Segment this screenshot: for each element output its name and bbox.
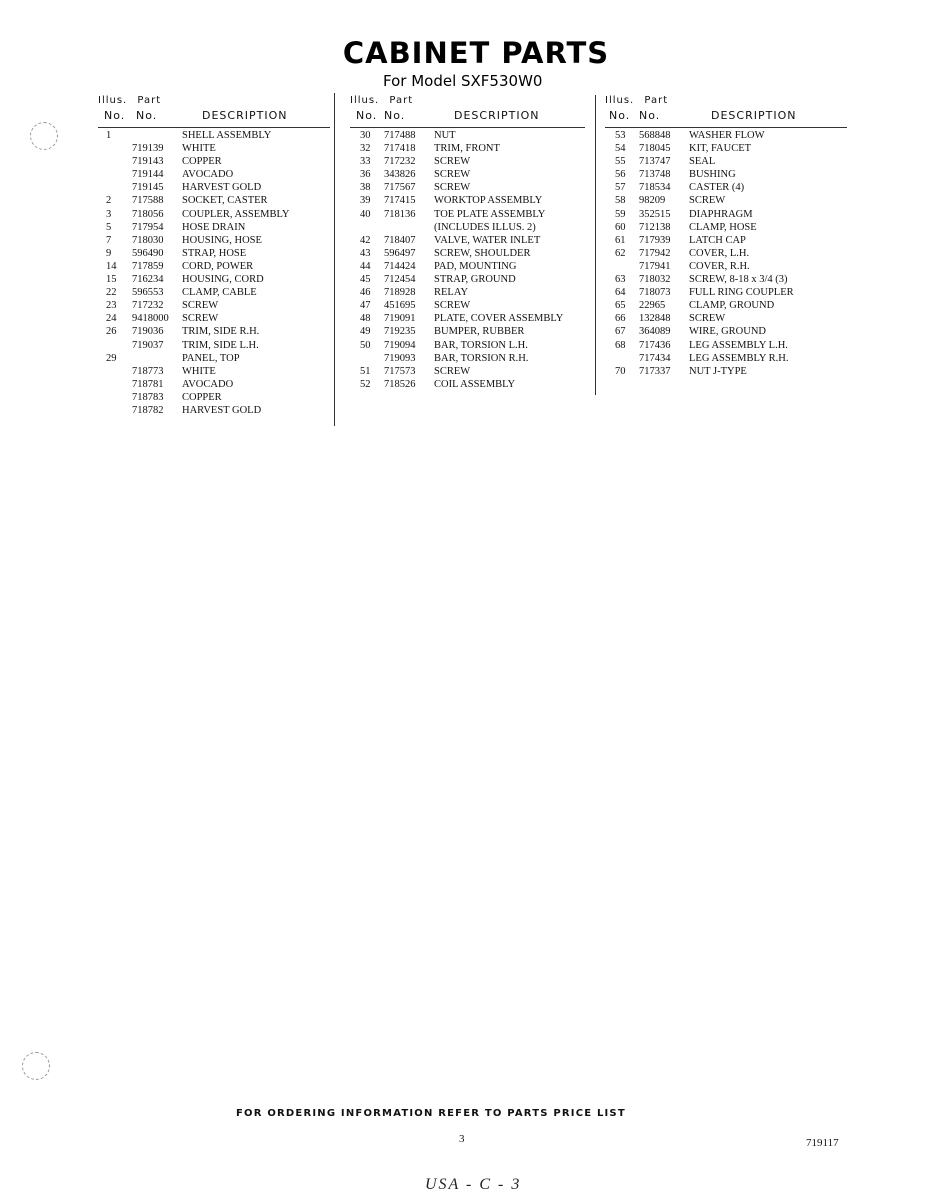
- part-number: 713748: [639, 169, 671, 181]
- parts-row: [350, 235, 585, 248]
- illus-header: Illus.: [605, 95, 635, 106]
- part-number: 719139: [132, 143, 164, 155]
- illus-number: 39: [360, 195, 371, 207]
- punch-hole: [30, 122, 58, 150]
- parts-row: [605, 274, 847, 287]
- illus-number: 56: [615, 169, 626, 181]
- part-description: SCREW: [182, 300, 219, 312]
- part-description: SCREW, SHOULDER: [434, 247, 531, 259]
- illus-number: 57: [615, 182, 626, 194]
- illus-number: 63: [615, 274, 626, 286]
- part-description: NUT: [434, 130, 456, 141]
- parts-row: [98, 313, 330, 326]
- document-number: 719117: [806, 1137, 839, 1149]
- part-number: 718032: [639, 274, 671, 286]
- part-description: CLAMP, HOSE: [689, 221, 757, 233]
- part-description: HOUSING, HOSE: [182, 234, 262, 246]
- parts-row: [605, 169, 847, 182]
- part-description: SCREW, 8-18 x 3/4 (3): [689, 274, 788, 286]
- illus-number: 1: [106, 130, 112, 141]
- part-number: 352515: [639, 208, 671, 220]
- parts-row: [350, 248, 585, 261]
- part-description: WHITE: [182, 143, 216, 155]
- parts-row: [98, 300, 330, 313]
- part-number: 717573: [384, 365, 416, 377]
- part-number: 718781: [132, 378, 164, 390]
- parts-row: [98, 353, 330, 366]
- illus-number: 52: [360, 378, 371, 390]
- illus-number: 7: [106, 234, 112, 246]
- illus-number: 29: [106, 352, 117, 364]
- part-description: CLAMP, CABLE: [182, 287, 257, 299]
- part-number: 717337: [639, 365, 671, 377]
- part-number: 343826: [384, 169, 416, 181]
- parts-row: [350, 169, 585, 182]
- part-description: HOSE DRAIN: [182, 221, 246, 233]
- part-description: PANEL, TOP: [182, 352, 240, 364]
- part-number: 717567: [384, 182, 416, 194]
- illus-number: 2: [106, 195, 112, 207]
- parts-row: [98, 248, 330, 261]
- part-description: SHELL ASSEMBLY: [182, 130, 272, 141]
- part-number: 718534: [639, 182, 671, 194]
- parts-row: [605, 156, 847, 169]
- parts-row: [98, 379, 330, 392]
- part-description: DIAPHRAGM: [689, 208, 753, 220]
- illus-number: 32: [360, 143, 371, 155]
- part-description: KIT, FAUCET: [689, 143, 752, 155]
- illus-number: 33: [360, 156, 371, 168]
- part-number: 718928: [384, 287, 416, 299]
- part-no-header: No.: [639, 109, 661, 122]
- column-header: [98, 109, 330, 125]
- part-description: HARVEST GOLD: [182, 404, 262, 416]
- part-number: 717954: [132, 221, 164, 233]
- illus-number: 61: [615, 234, 626, 246]
- punch-hole: [22, 1052, 50, 1080]
- illus-number: 43: [360, 247, 371, 259]
- parts-row: [98, 156, 330, 169]
- parts-row: [350, 222, 585, 235]
- part-description: VALVE, WATER INLET: [434, 234, 541, 246]
- column-divider: [595, 95, 596, 395]
- illus-number: 15: [106, 274, 117, 286]
- parts-row: [605, 222, 847, 235]
- column-header-top: [605, 95, 847, 109]
- parts-row: [98, 209, 330, 222]
- parts-column-2: [350, 95, 585, 392]
- parts-row: [605, 261, 847, 274]
- part-description: COUPLER, ASSEMBLY: [182, 208, 290, 220]
- part-description: NUT J-TYPE: [689, 365, 747, 377]
- part-number: 9418000: [132, 313, 169, 325]
- part-description: LATCH CAP: [689, 234, 746, 246]
- part-number: 718782: [132, 404, 164, 416]
- parts-row: [605, 248, 847, 261]
- parts-row: [98, 366, 330, 379]
- parts-row: [350, 156, 585, 169]
- parts-row: [350, 379, 585, 392]
- part-number: 719036: [132, 326, 164, 338]
- illus-number: 68: [615, 339, 626, 351]
- column-header-top: [98, 95, 330, 109]
- part-number: 718073: [639, 287, 671, 299]
- illus-number: 5: [106, 221, 112, 233]
- illus-number: 66: [615, 313, 626, 325]
- part-description: LEG ASSEMBLY R.H.: [689, 352, 789, 364]
- illus-number: 51: [360, 365, 371, 377]
- part-no-header: No.: [136, 109, 158, 122]
- part-description: COPPER: [182, 391, 222, 403]
- header-rule: [605, 127, 847, 128]
- parts-row: [350, 353, 585, 366]
- parts-row: [605, 235, 847, 248]
- part-number: 717942: [639, 247, 671, 259]
- part-number: 717415: [384, 195, 416, 207]
- part-no-header: No.: [384, 109, 406, 122]
- parts-row: [350, 182, 585, 195]
- illus-number: 65: [615, 300, 626, 312]
- illus-number: 58: [615, 195, 626, 207]
- part-description: STRAP, GROUND: [434, 274, 516, 286]
- illus-number: 30: [360, 130, 371, 141]
- part-description: TRIM, FRONT: [434, 143, 500, 155]
- illus-number: 9: [106, 247, 112, 259]
- part-description: COVER, L.H.: [689, 247, 750, 259]
- illus-header: Illus.: [98, 95, 128, 106]
- handwritten-note: USA - C - 3: [425, 1176, 522, 1193]
- description-header: DESCRIPTION: [202, 109, 288, 122]
- part-number: 717939: [639, 234, 671, 246]
- illus-no-header: No.: [356, 109, 378, 122]
- parts-column-1: [98, 95, 330, 418]
- illus-no-header: No.: [609, 109, 631, 122]
- part-description: COPPER: [182, 156, 222, 168]
- part-description: WORKTOP ASSEMBLY: [434, 195, 543, 207]
- part-number: 596497: [384, 247, 416, 259]
- parts-row: [605, 300, 847, 313]
- part-number: 717588: [132, 195, 164, 207]
- model-subtitle: For Model SXF530W0: [383, 72, 543, 90]
- parts-row: [605, 353, 847, 366]
- part-number: 718526: [384, 378, 416, 390]
- part-description: RELAY: [434, 287, 469, 299]
- part-description: LEG ASSEMBLY L.H.: [689, 339, 788, 351]
- illus-number: 70: [615, 365, 626, 377]
- parts-row: [98, 261, 330, 274]
- illus-number: 48: [360, 313, 371, 325]
- parts-column-3: [605, 95, 847, 379]
- illus-number: 3: [106, 208, 112, 220]
- parts-row: [98, 340, 330, 353]
- parts-row: [605, 130, 847, 143]
- parts-row: [98, 143, 330, 156]
- part-description: SCREW: [434, 156, 471, 168]
- part-description: WHITE: [182, 365, 216, 377]
- illus-number: 47: [360, 300, 371, 312]
- illus-number: 44: [360, 260, 371, 272]
- illus-number: 40: [360, 208, 371, 220]
- part-number: 712454: [384, 274, 416, 286]
- part-description: STRAP, HOSE: [182, 247, 247, 259]
- parts-row: [98, 182, 330, 195]
- part-number: 364089: [639, 326, 671, 338]
- part-number: 717232: [384, 156, 416, 168]
- illus-header: Illus.: [350, 95, 380, 106]
- part-header: Part: [137, 95, 162, 106]
- illus-number: 59: [615, 208, 626, 220]
- illus-number: 38: [360, 182, 371, 194]
- illus-number: 22: [106, 287, 117, 299]
- parts-row: [605, 209, 847, 222]
- part-number: 132848: [639, 313, 671, 325]
- part-description: COIL ASSEMBLY: [434, 378, 516, 390]
- part-number: 718773: [132, 365, 164, 377]
- part-description: SOCKET, CASTER: [182, 195, 268, 207]
- part-description: WASHER FLOW: [689, 130, 765, 141]
- illus-number: 42: [360, 234, 371, 246]
- part-number: 719143: [132, 156, 164, 168]
- part-number: 716234: [132, 274, 164, 286]
- part-description: BAR, TORSION L.H.: [434, 339, 528, 351]
- part-description: WIRE, GROUND: [689, 326, 766, 338]
- parts-row: [98, 326, 330, 339]
- part-number: 717232: [132, 300, 164, 312]
- part-number: 451695: [384, 300, 416, 312]
- page-number: 3: [459, 1133, 465, 1145]
- part-number: 719093: [384, 352, 416, 364]
- part-description: FULL RING COUPLER: [689, 287, 794, 299]
- parts-row: [350, 143, 585, 156]
- parts-row: [605, 326, 847, 339]
- part-description: PLATE, COVER ASSEMBLY: [434, 313, 564, 325]
- illus-number: 26: [106, 326, 117, 338]
- parts-row: [98, 392, 330, 405]
- part-description: AVOCADO: [182, 169, 234, 181]
- part-description: TOE PLATE ASSEMBLY: [434, 208, 546, 220]
- part-number: 719145: [132, 182, 164, 194]
- part-header: Part: [389, 95, 414, 106]
- parts-row: [98, 130, 330, 143]
- description-header: DESCRIPTION: [454, 109, 540, 122]
- part-number: 713747: [639, 156, 671, 168]
- part-description: SCREW: [182, 313, 219, 325]
- part-description: HOUSING, CORD: [182, 274, 264, 286]
- part-description: CLAMP, GROUND: [689, 300, 775, 312]
- illus-number: 55: [615, 156, 626, 168]
- part-number: 717436: [639, 339, 671, 351]
- parts-row: [98, 405, 330, 418]
- parts-row: [605, 195, 847, 208]
- header-rule: [350, 127, 585, 128]
- parts-row: [605, 287, 847, 300]
- parts-row: [605, 313, 847, 326]
- parts-row: [350, 287, 585, 300]
- part-description: BUSHING: [689, 169, 736, 181]
- illus-number: 50: [360, 339, 371, 351]
- part-description: AVOCADO: [182, 378, 234, 390]
- part-number: 719144: [132, 169, 164, 181]
- part-description: SCREW: [434, 365, 471, 377]
- illus-number: 54: [615, 143, 626, 155]
- part-number: 717418: [384, 143, 416, 155]
- parts-row: [605, 340, 847, 353]
- part-description: SCREW: [434, 300, 471, 312]
- illus-number: 49: [360, 326, 371, 338]
- page-title: CABINET PARTS: [342, 36, 610, 70]
- part-description: BUMPER, RUBBER: [434, 326, 525, 338]
- parts-row: [350, 195, 585, 208]
- illus-number: 53: [615, 130, 626, 141]
- part-number: 719235: [384, 326, 416, 338]
- part-number: 568848: [639, 130, 671, 141]
- part-number: 98209: [639, 195, 666, 207]
- parts-row: [98, 195, 330, 208]
- part-description: CORD, POWER: [182, 260, 254, 272]
- column-header: [350, 109, 585, 125]
- part-number: 719037: [132, 339, 164, 351]
- illus-number: 62: [615, 247, 626, 259]
- parts-row: [605, 366, 847, 379]
- part-number: 596553: [132, 287, 164, 299]
- part-number: 22965: [639, 300, 666, 312]
- illus-number: 67: [615, 326, 626, 338]
- illus-number: 23: [106, 300, 117, 312]
- part-number: 718407: [384, 234, 416, 246]
- part-number: 719091: [384, 313, 416, 325]
- parts-row: [350, 340, 585, 353]
- column-header-top: [350, 95, 585, 109]
- part-header: Part: [644, 95, 669, 106]
- part-description: PAD, MOUNTING: [434, 260, 517, 272]
- parts-row: [350, 366, 585, 379]
- part-description: BAR, TORSION R.H.: [434, 352, 529, 364]
- part-number: 718045: [639, 143, 671, 155]
- header-rule: [98, 127, 330, 128]
- ordering-note: FOR ORDERING INFORMATION REFER TO PARTS PRICE LIST: [236, 1108, 626, 1119]
- illus-no-header: No.: [104, 109, 126, 122]
- part-description: COVER, R.H.: [689, 260, 750, 272]
- parts-row: [350, 300, 585, 313]
- part-number: 718136: [384, 208, 416, 220]
- parts-rows: [98, 130, 330, 418]
- part-number: 718030: [132, 234, 164, 246]
- part-number: 596490: [132, 247, 164, 259]
- part-number: 714424: [384, 260, 416, 272]
- parts-row: [98, 222, 330, 235]
- part-description: SCREW: [434, 182, 471, 194]
- part-description: SCREW: [689, 195, 726, 207]
- parts-row: [605, 182, 847, 195]
- part-number: 719094: [384, 339, 416, 351]
- part-description: CASTER (4): [689, 182, 745, 194]
- part-description: (INCLUDES ILLUS. 2): [434, 221, 536, 233]
- illus-number: 64: [615, 287, 626, 299]
- parts-row: [98, 287, 330, 300]
- parts-row: [350, 130, 585, 143]
- parts-row: [350, 274, 585, 287]
- part-number: 712138: [639, 221, 671, 233]
- illus-number: 36: [360, 169, 371, 181]
- parts-row: [98, 235, 330, 248]
- part-number: 717941: [639, 260, 671, 272]
- part-number: 717859: [132, 260, 164, 272]
- part-description: SCREW: [689, 313, 726, 325]
- part-number: 718056: [132, 208, 164, 220]
- parts-row: [605, 143, 847, 156]
- parts-rows: [605, 130, 847, 379]
- parts-row: [350, 313, 585, 326]
- illus-number: 14: [106, 260, 117, 272]
- description-header: DESCRIPTION: [711, 109, 797, 122]
- part-description: TRIM, SIDE L.H.: [182, 339, 259, 351]
- part-description: TRIM, SIDE R.H.: [182, 326, 260, 338]
- part-number: 717488: [384, 130, 416, 141]
- illus-number: 45: [360, 274, 371, 286]
- illus-number: 60: [615, 221, 626, 233]
- parts-row: [98, 274, 330, 287]
- part-description: SCREW: [434, 169, 471, 181]
- illus-number: 46: [360, 287, 371, 299]
- parts-row: [350, 261, 585, 274]
- part-number: 718783: [132, 391, 164, 403]
- parts-row: [98, 169, 330, 182]
- parts-rows: [350, 130, 585, 392]
- parts-row: [350, 209, 585, 222]
- illus-number: 24: [106, 313, 117, 325]
- column-divider: [334, 93, 335, 426]
- parts-row: [350, 326, 585, 339]
- part-description: SEAL: [689, 156, 716, 168]
- part-number: 717434: [639, 352, 671, 364]
- column-header: [605, 109, 847, 125]
- part-description: HARVEST GOLD: [182, 182, 262, 194]
